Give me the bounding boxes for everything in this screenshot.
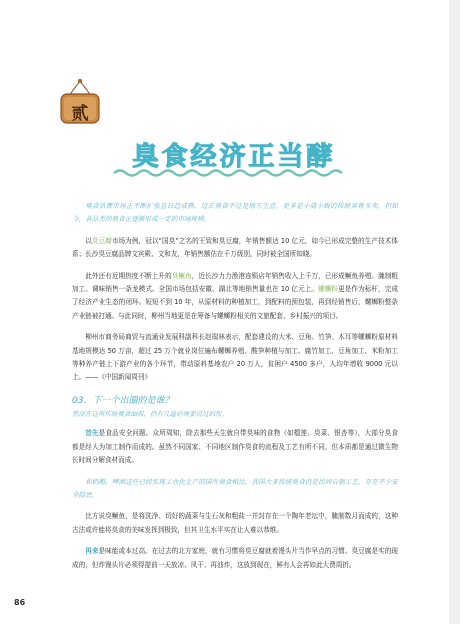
text-span: 更是作为标杆，完成了经济产业生态的闭环。短短不到 10 年，从原材料的种植加工，到配料的预包装，再到经销售后，螺蛳粉整条产业链被打通。与此同时，柳州当地更是在筹备与螺蛳粉相关的文旅配套、乡村振兴的项目。 <box>72 285 398 320</box>
text-span: 是食品安全问题。众所周知，除去那些天生就自带臭味的食物（如榴莲、臭菜、银杏等），大部分臭食都是经人为加工制作而成的。虽然不同国家、不同地区制作臭食的流程及工艺有所不同，但本质都是通过微生物长时间分解食材而成。 <box>72 429 399 465</box>
section-title: 03．下一个出圈的是谁？ <box>72 395 174 406</box>
text-span: 以 <box>85 236 92 245</box>
page-number: 86 <box>14 598 26 607</box>
keyword-stinky-tofu: 臭豆腐 <box>91 236 112 245</box>
chapter-number: 贰 <box>71 104 89 124</box>
intro-paragraph: 臭食消费市场正不断扩张且日趋成熟，过去臭食不过是地方生意，更多是小商小贩的传统零售买卖，但如今，各品类的臭食正逐渐形成一定的市场规模。 <box>72 202 398 224</box>
section-subtitle: 然而在这所传统臭食面前，仍有几道必须要迈过的坎。 <box>72 409 228 418</box>
title-wave-decoration <box>112 168 344 178</box>
text-span: 是味能或本过高。在过去的北方家庭，就有习惯将臭豆腐就着馒头片当作早点的习惯。臭豆腐是实的现成的，但炸馒头片必须得提前一天放凉、风干、再油炸，这放到现在，鲜有人会再如此大费周折。 <box>72 547 399 569</box>
text-span: 市场为例，冠以“国臭”之名的王致和臭豆腐，年销售额达 10 亿元，如今已形成完整的生产技术体系；长沙臭豆腐品牌文宾殿、文和友，年销售额估在千万级别，同时被全国所知晓。 <box>72 236 399 259</box>
chapter-sign <box>60 77 100 127</box>
keyword-river-snail-noodles: 螺蛳粉 <box>318 285 339 294</box>
text-span: 此外还有近期热度不断上升的 <box>85 271 172 280</box>
chapter-title: 臭食经济正当酵 <box>132 142 336 172</box>
paragraph-fermentation: 比方说臭鳜鱼，是将洗净、切好的蔬菜与生石灰和粗盐一并封存在一个陶年老坛中，腌制数月而成的，这种古法或许能将臭食的美味发挥到极致，但其卫生水平实在让人难以恭维。 <box>72 512 398 534</box>
keyword-first: 首先 <box>85 429 99 438</box>
paragraph-mandarin-fish <box>72 270 398 324</box>
paragraph-cost <box>72 545 398 572</box>
paragraph-food-safety <box>72 427 398 467</box>
paragraph-liuzhou: 柳州市商务局商贸与流通业发展科副科长赵瑞林表示，配套建设的大米、豆角、竹笋、木耳等螺蛳粉原材料基地规模达 50 万亩，超过 25 万个就业岗位遍布螺蛳养殖、酸笋种植与加工、腐竹加工、豆角加工、米粉加工等种养产链上下游产业的各个环节，带动原料基地农户 20 万人，贫困户 4500 多户，人均年增收 9000 元以上。——《中国新闻周刊》 <box>72 333 398 382</box>
paragraph-stinky-tofu <box>72 235 398 262</box>
keyword-mandarin-fish: 臭鳜鱼 <box>171 271 192 280</box>
page-edge <box>449 0 460 624</box>
intro-paragraph-2: 和奶酪、啤酒这些已经实现工业化生产的国外臭食相比，我国大多传统臭食仍是民间自制工艺，存在不少安全隐患。 <box>72 477 398 499</box>
text-span: ，近长沙力力渔港连锁店年销售收入上千万，已形成鳜鱼养殖、腌制粗加工、调味销售一条龙模式。全国市场包括安徽、湖北等地销售量也在 10 亿元上。 <box>72 271 399 294</box>
keyword-next: 再来 <box>85 547 99 556</box>
article-body <box>72 200 398 580</box>
